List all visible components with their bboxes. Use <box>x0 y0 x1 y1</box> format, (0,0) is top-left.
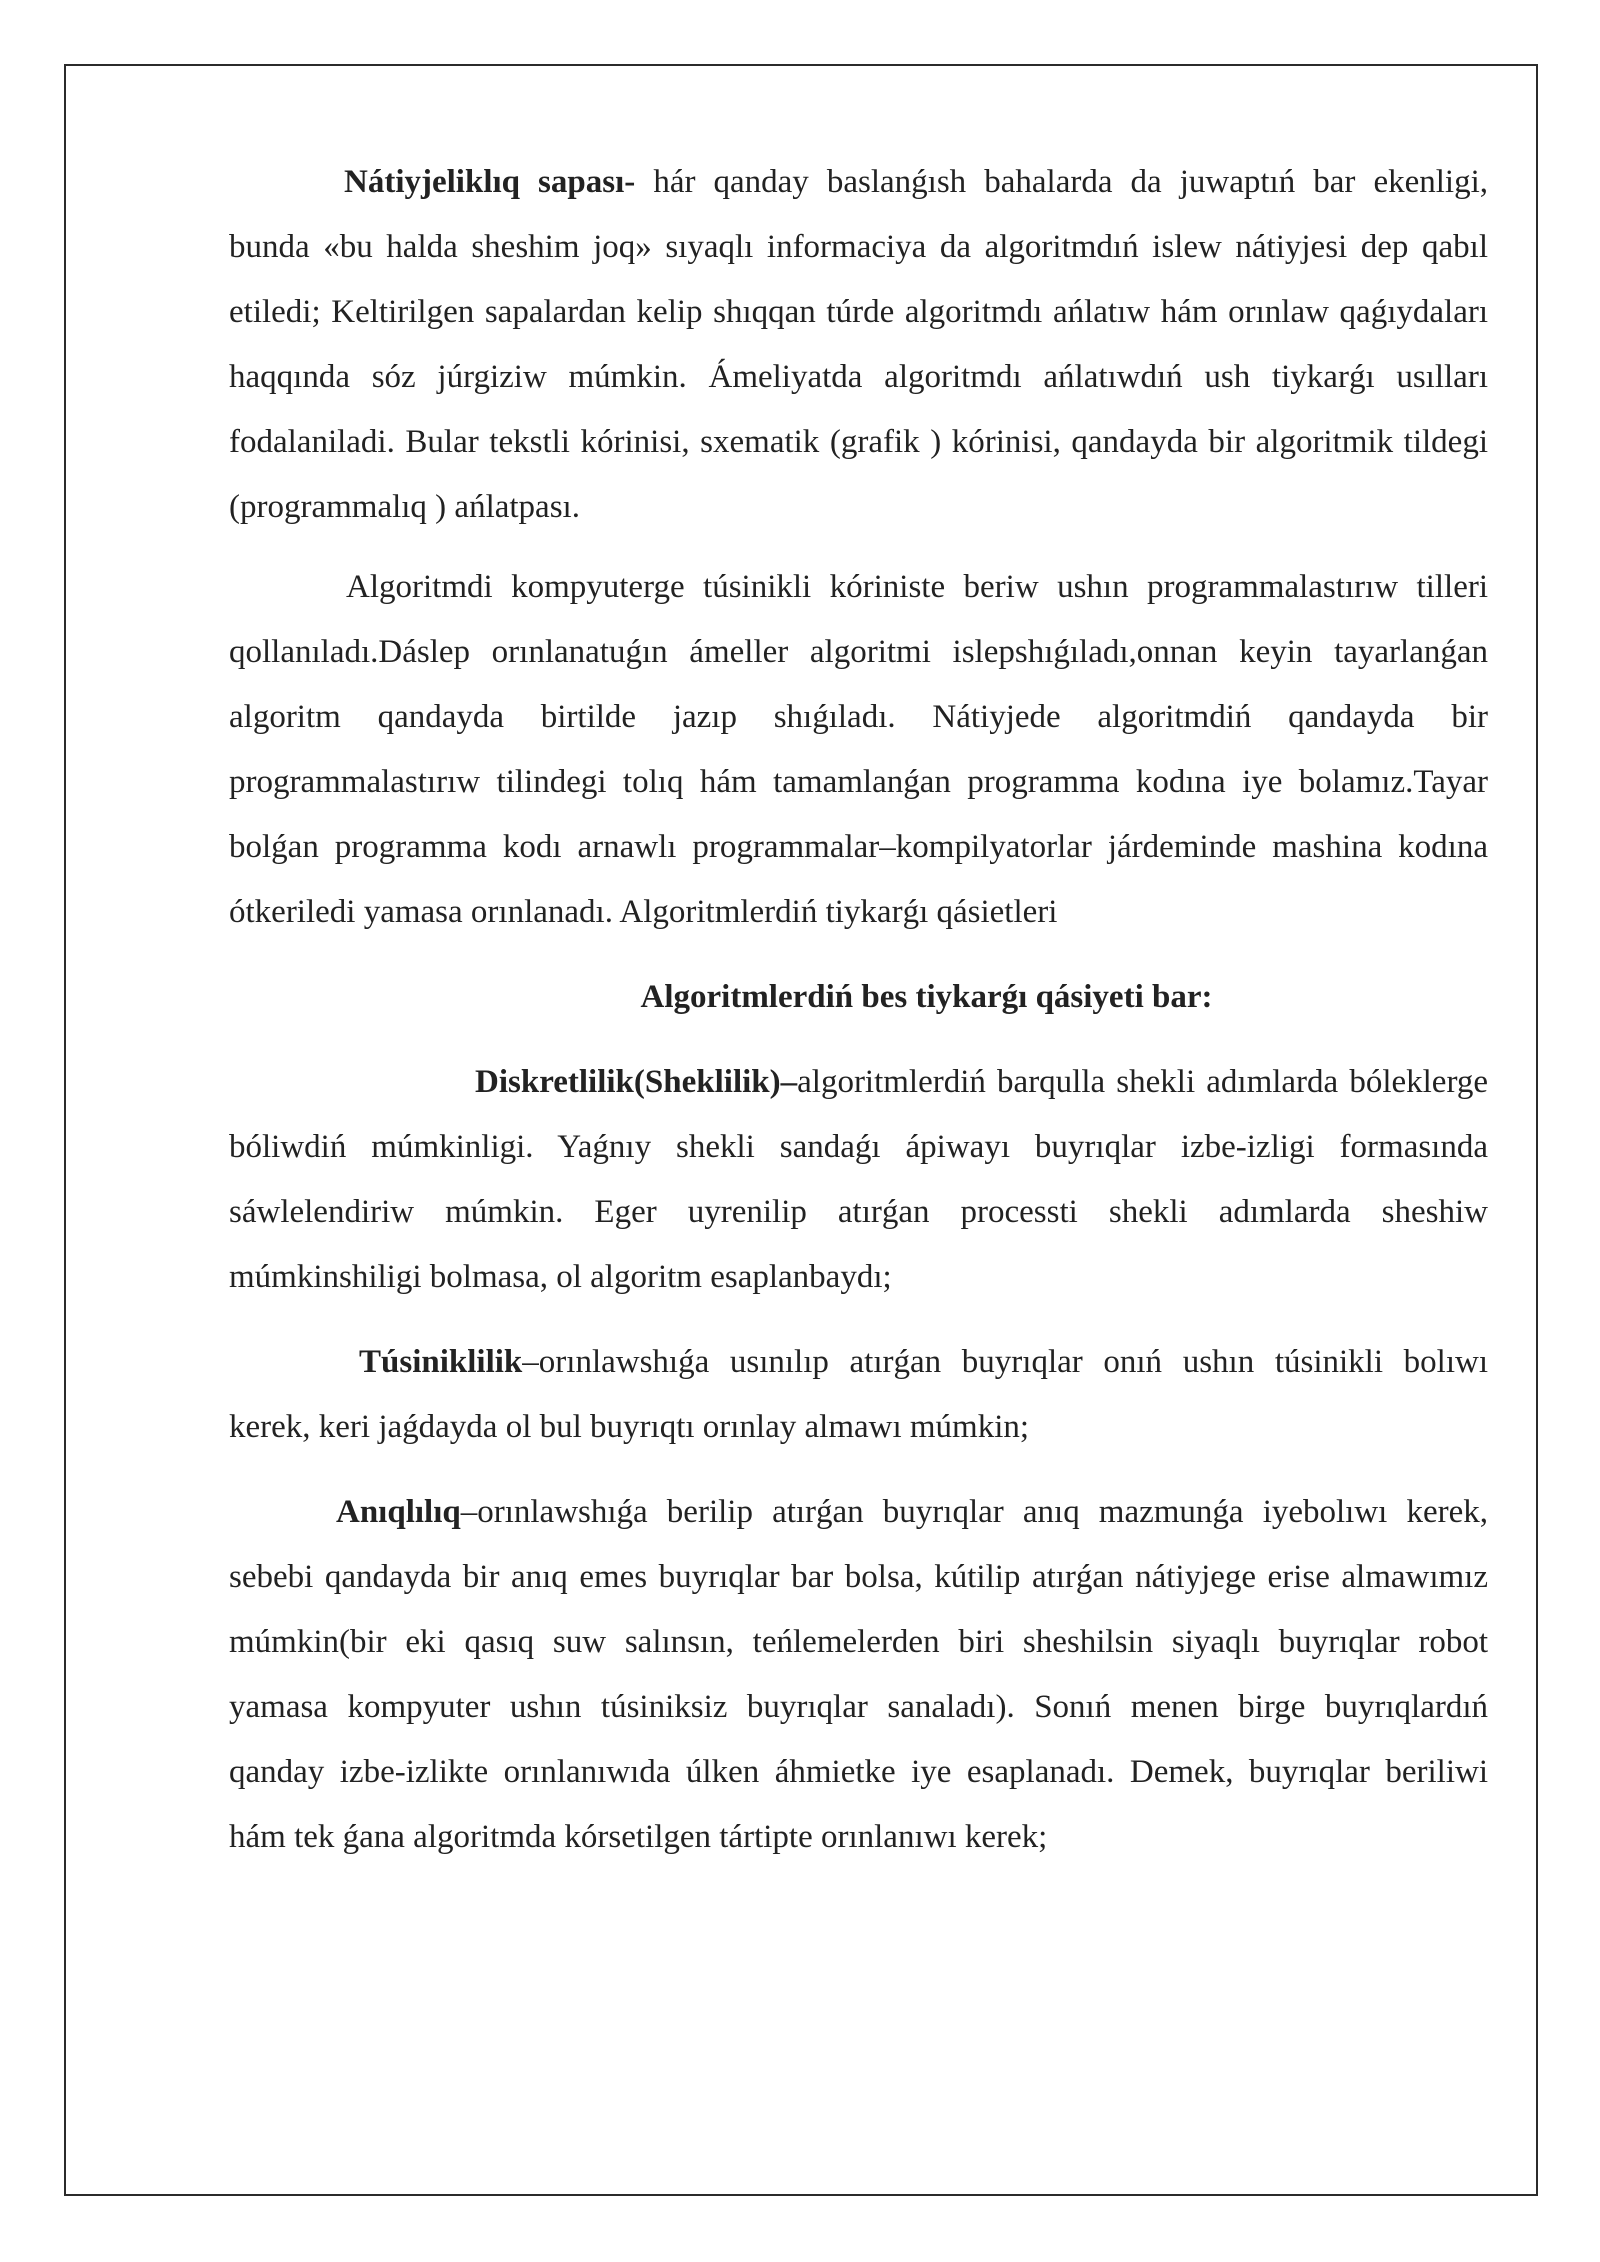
paragraph-text: –orınlawshıǵa berilip atırǵan buyrıqlar anıq mazmunǵa iyebolıwı kerek, sebebi qandayda bir anıq emes buyrıqlar bar bolsa, kútilip atırǵan nátiyjege erise almawımız múmkin(bir eki qasıq suw salınsın, teńlemelerden biri sheshilsin siyaqlı buyrıqlar robot yamasa kompyuter ushın túsiniksiz buyrıqlar sanaladı). Sonıń menen birge buyrıqlardıń qanday izbe-izlikte orınlanıwıda úlken áhmietke iye esaplanadı. Demek, buyrıqlar beriliwi hám tek ǵana algoritmda kórsetilgen tártipte orınlanıwı kerek; <box>229 1494 1488 1855</box>
term-tusiniklilik: Túsiniklilik <box>359 1344 523 1380</box>
document-body <box>229 150 1488 1870</box>
paragraph-text: –orınlawshıǵa usınılıp atırǵan buyrıqlar onıń ushın túsinikli bolıwı kerek, keri jaǵdayda ol bul buyrıqtı orınlay almawı múmkin; <box>229 1344 1488 1445</box>
paragraph-text: hár qanday baslanǵısh bahalarda da juwaptıń bar ekenligi, bunda «bu halda sheshim joq» sıyaqlı informaciya da algoritmdıń islew nátiyjesi dep qabıl etiledi; Keltirilgen sapalardan kelip shıqqan túrde algoritmdı ańlatıw hám orınlaw qaǵıydaları haqqında sóz júrgiziw múmkin. Ámeliyatda algoritmdı ańlatıwdıń ush tiykarǵı usılları fodalaniladi. Bular tekstli kórinisi, sxematik (grafik ) kórinisi, qandayda bir algoritmik tildegi (programmalıq ) ańlatpası. <box>229 164 1489 525</box>
paragraph-programming-languages <box>229 555 1488 945</box>
paragraph-discreteness <box>229 1050 1488 1310</box>
paragraph-text: Algoritmdi kompyuterge túsinikli kóriniste beriw ushın programmalastırıw tilleri qollanıladı.Dáslep orınlanatuǵın ámeller algoritmi islepshıǵıladı,onnan keyin tayarlanǵan algoritm qandayda birtilde jazıp shıǵıladı. Nátiyjede algoritmdiń qandayda bir programmalastırıw tilindegi tolıq hám tamamlanǵan programma kodına iye bolamız.Tayar bolǵan programma kodı arnawlı programmalar–kompilyatorlar járdeminde mashina kodına ótkeriledi yamasa orınlanadı. Algoritmlerdiń tiykarǵı qásietleri <box>229 569 1488 930</box>
term-diskretlilik: Diskretlilik(Sheklilik)– <box>475 1064 798 1100</box>
term-aniqliliq: Anıqlılıq <box>336 1494 461 1530</box>
paragraph-result-property <box>229 150 1488 540</box>
paragraph-definiteness <box>229 1480 1488 1870</box>
section-heading: Algoritmlerdiń bes tiykarǵı qásiyeti bar: <box>640 979 1213 1015</box>
paragraph-text: algoritmlerdiń barqulla shekli adımlarda bóleklerge bóliwdiń múmkinligi. Yaǵnıy shekli sandaǵı ápiwayı buyrıqlar izbe-izligi formasında sáwlelendiriw múmkin. Eger uyrenilip atırǵan processti shekli adımlarda sheshiw múmkinshiligi bolmasa, ol algoritm esaplanbaydı; <box>229 1064 1488 1295</box>
term-natiyjeliklik: Nátiyjeliklıq sapası- <box>344 164 636 200</box>
paragraph-clarity <box>229 1330 1488 1460</box>
